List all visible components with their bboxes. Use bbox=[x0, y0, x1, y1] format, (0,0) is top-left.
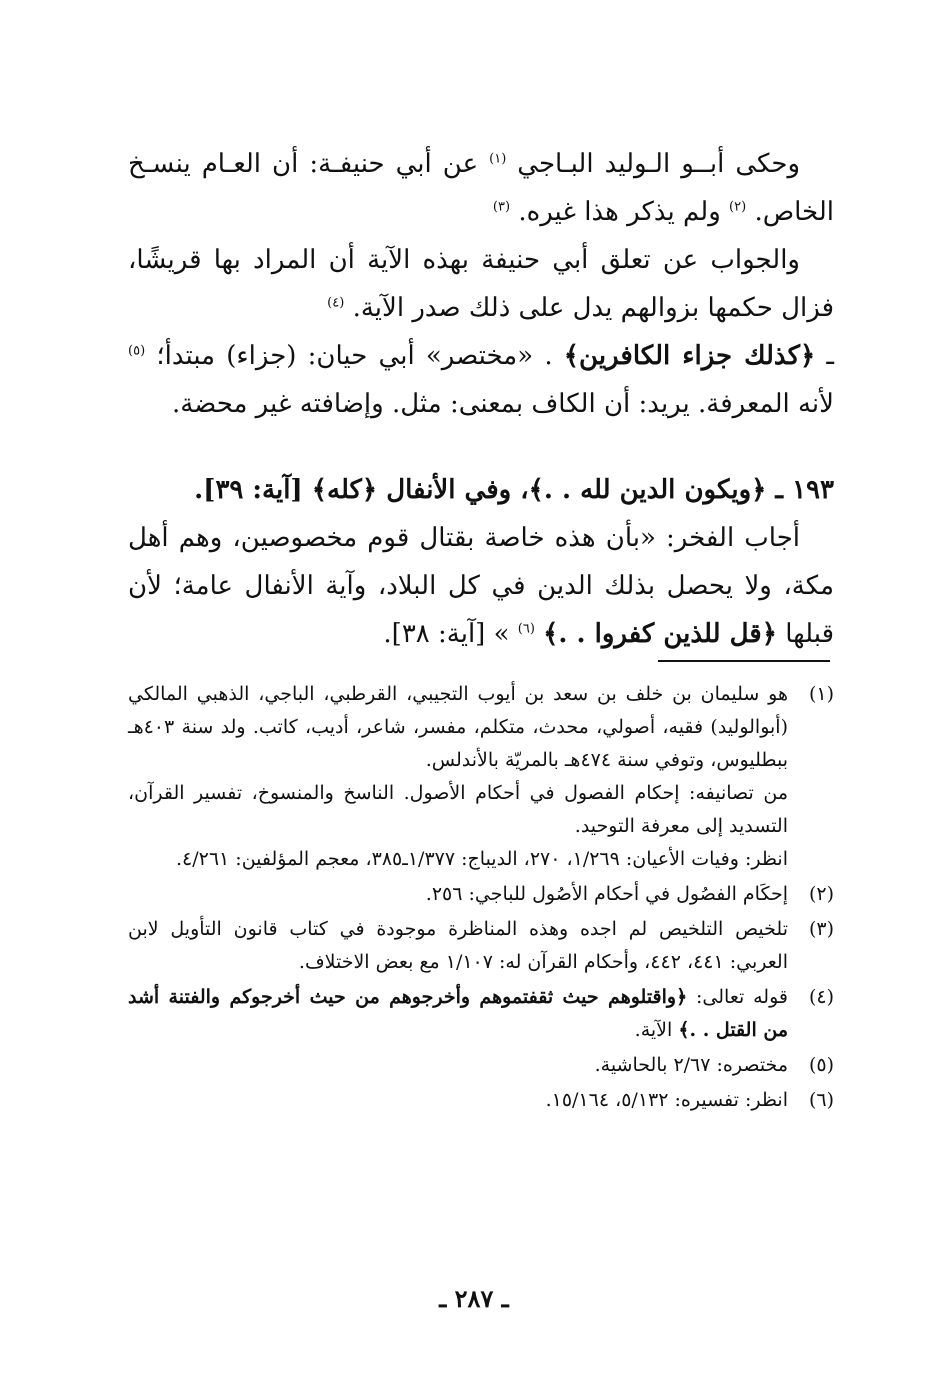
footnote-text: إحكَام الفصُول في أحكام الأصُول للباجي: ٢٥٦. bbox=[425, 883, 788, 905]
section-gap bbox=[128, 428, 834, 466]
footnote-text: انظر: وفيات الأعيان: ١/٢٦٩، ٢٧٠، الديباج: ١/٣٧٧ـ٣٨٥، معجم المؤلفين: ٤/٢٦١. bbox=[175, 848, 788, 870]
footnote-body bbox=[128, 1084, 788, 1117]
footnote-body bbox=[128, 1049, 788, 1082]
text-run: عن أبي حنيفـة: أن العـام ينسـخ الخاص. bbox=[128, 149, 834, 227]
text-run: » [آية: ٣٨]. bbox=[383, 619, 510, 649]
text-run: وحكى أبــو الـوليد البـاجي bbox=[517, 149, 801, 179]
footnote-3 bbox=[128, 913, 834, 979]
footnote-body bbox=[128, 878, 788, 911]
footnote-number: (٢) bbox=[808, 883, 834, 905]
footnote-number: (٤) bbox=[808, 986, 834, 1008]
footnote-text bbox=[128, 981, 788, 1047]
footnote-number: (٣) bbox=[808, 918, 834, 940]
text-run: الآية. bbox=[634, 1019, 673, 1041]
text-run: قوله تعالى: bbox=[696, 986, 788, 1008]
main-text bbox=[128, 140, 834, 658]
footnote-separator bbox=[658, 660, 830, 662]
text-run: ـ bbox=[826, 341, 835, 371]
text-run: . «مختصر» أبي حيان: (جزاء) مبتدأ؛ bbox=[156, 341, 553, 371]
text-run: والجواب عن تعلق أبي حنيفة بهذه الآية أن المراد بها قريشًا، فزال حكمها بزوالهم يدل على ذلك صدر الآية. bbox=[128, 245, 834, 323]
footnote-ref-2[interactable]: (٢) bbox=[729, 199, 747, 215]
footnotes bbox=[128, 678, 834, 1119]
footnote-ref-1[interactable]: (١) bbox=[489, 151, 507, 167]
footnote-ref-6[interactable]: (٦) bbox=[517, 621, 535, 637]
footnote-4 bbox=[128, 981, 834, 1047]
text-run: أجاب الفخر: «بأن هذه خاصة بقتال قوم مخصوصين، وهم أهل مكة، ولا يحصل بذلك الدين في كل البلاد، وآية الأنفال عامة؛ لأن قبلها bbox=[128, 523, 834, 649]
paragraph-3 bbox=[128, 332, 834, 428]
footnote-text: انظر: تفسيره: ٥/١٣٢، ١٥/١٦٤. bbox=[545, 1089, 788, 1111]
footnote-5 bbox=[128, 1049, 834, 1082]
paragraph-5 bbox=[128, 514, 834, 658]
footnote-ref-5[interactable]: (٥) bbox=[128, 343, 146, 359]
footnote-body bbox=[128, 981, 788, 1047]
verse-heading: ١٩٣ ـ ﴿ويكون الدين لله . .﴾، وفي الأنفال ﴿كله﴾ [آية: ٣٩]. bbox=[194, 475, 834, 505]
footnote-text: تلخيص التلخيص لم اجده وهذه المناظرة موجودة في كتاب قانون التأويل لابن العربي: ٤٤١، ٤٤٢، وأحكام القرآن له: ١/١٠٧ مع بعض الاختلاف. bbox=[128, 918, 788, 973]
text-run: ولم يذكر هذا غيره. bbox=[518, 197, 721, 227]
footnote-ref-4[interactable]: (٤) bbox=[327, 295, 345, 311]
paragraph-2 bbox=[128, 236, 834, 332]
footnote-ref-3[interactable]: (٣) bbox=[492, 199, 511, 215]
text-run: لأنه المعرفة. يريد: أن الكاف بمعنى: مثل. وإضافته غير محضة. bbox=[171, 389, 834, 419]
footnote-text: مختصره: ٢/٦٧ بالحاشية. bbox=[594, 1054, 788, 1076]
footnote-number: (٦) bbox=[808, 1089, 834, 1111]
footnote-number: (١) bbox=[808, 683, 834, 705]
quran-quote: ﴿قل للذين كفروا . .﴾ bbox=[543, 619, 777, 649]
paragraph-1 bbox=[128, 140, 834, 236]
quran-quote: ﴿واقتلوهم حيث ثقفتموهم وأخرجوهم من حيث أخرجوكم والفتنة أشد من القتل . .﴾ bbox=[128, 986, 788, 1041]
footnote-text: من تصانيفه: إحكام الفصول في أحكام الأصول. الناسخ والمنسوخ، تفسير القرآن، التسديد إلى معرفة التوحيد. bbox=[128, 782, 788, 837]
footnote-body bbox=[128, 678, 788, 876]
footnote-1 bbox=[128, 678, 834, 876]
footnote-6 bbox=[128, 1084, 834, 1117]
quran-quote: ﴿كذلك جزاء الكافرين﴾ bbox=[563, 341, 816, 371]
footnote-body bbox=[128, 913, 788, 979]
footnote-text: هو سليمان بن خلف بن سعد بن أيوب التجيبي، القرطبي، الباجي، الذهبي المالكي (أبوالوليد) فقيه، أصولي، محدث، متكلم، مفسر، شاعر، أديب، كاتب. ولد سنة ٤٠٣هـ ببطليوس، وتوفي سنة ٤٧٤هـ بالمريّة بالأندلس. bbox=[128, 683, 788, 771]
page-number: ـ ٢٨٧ ـ bbox=[439, 1284, 509, 1313]
footnote-2 bbox=[128, 878, 834, 911]
footnote-number: (٥) bbox=[808, 1054, 834, 1076]
